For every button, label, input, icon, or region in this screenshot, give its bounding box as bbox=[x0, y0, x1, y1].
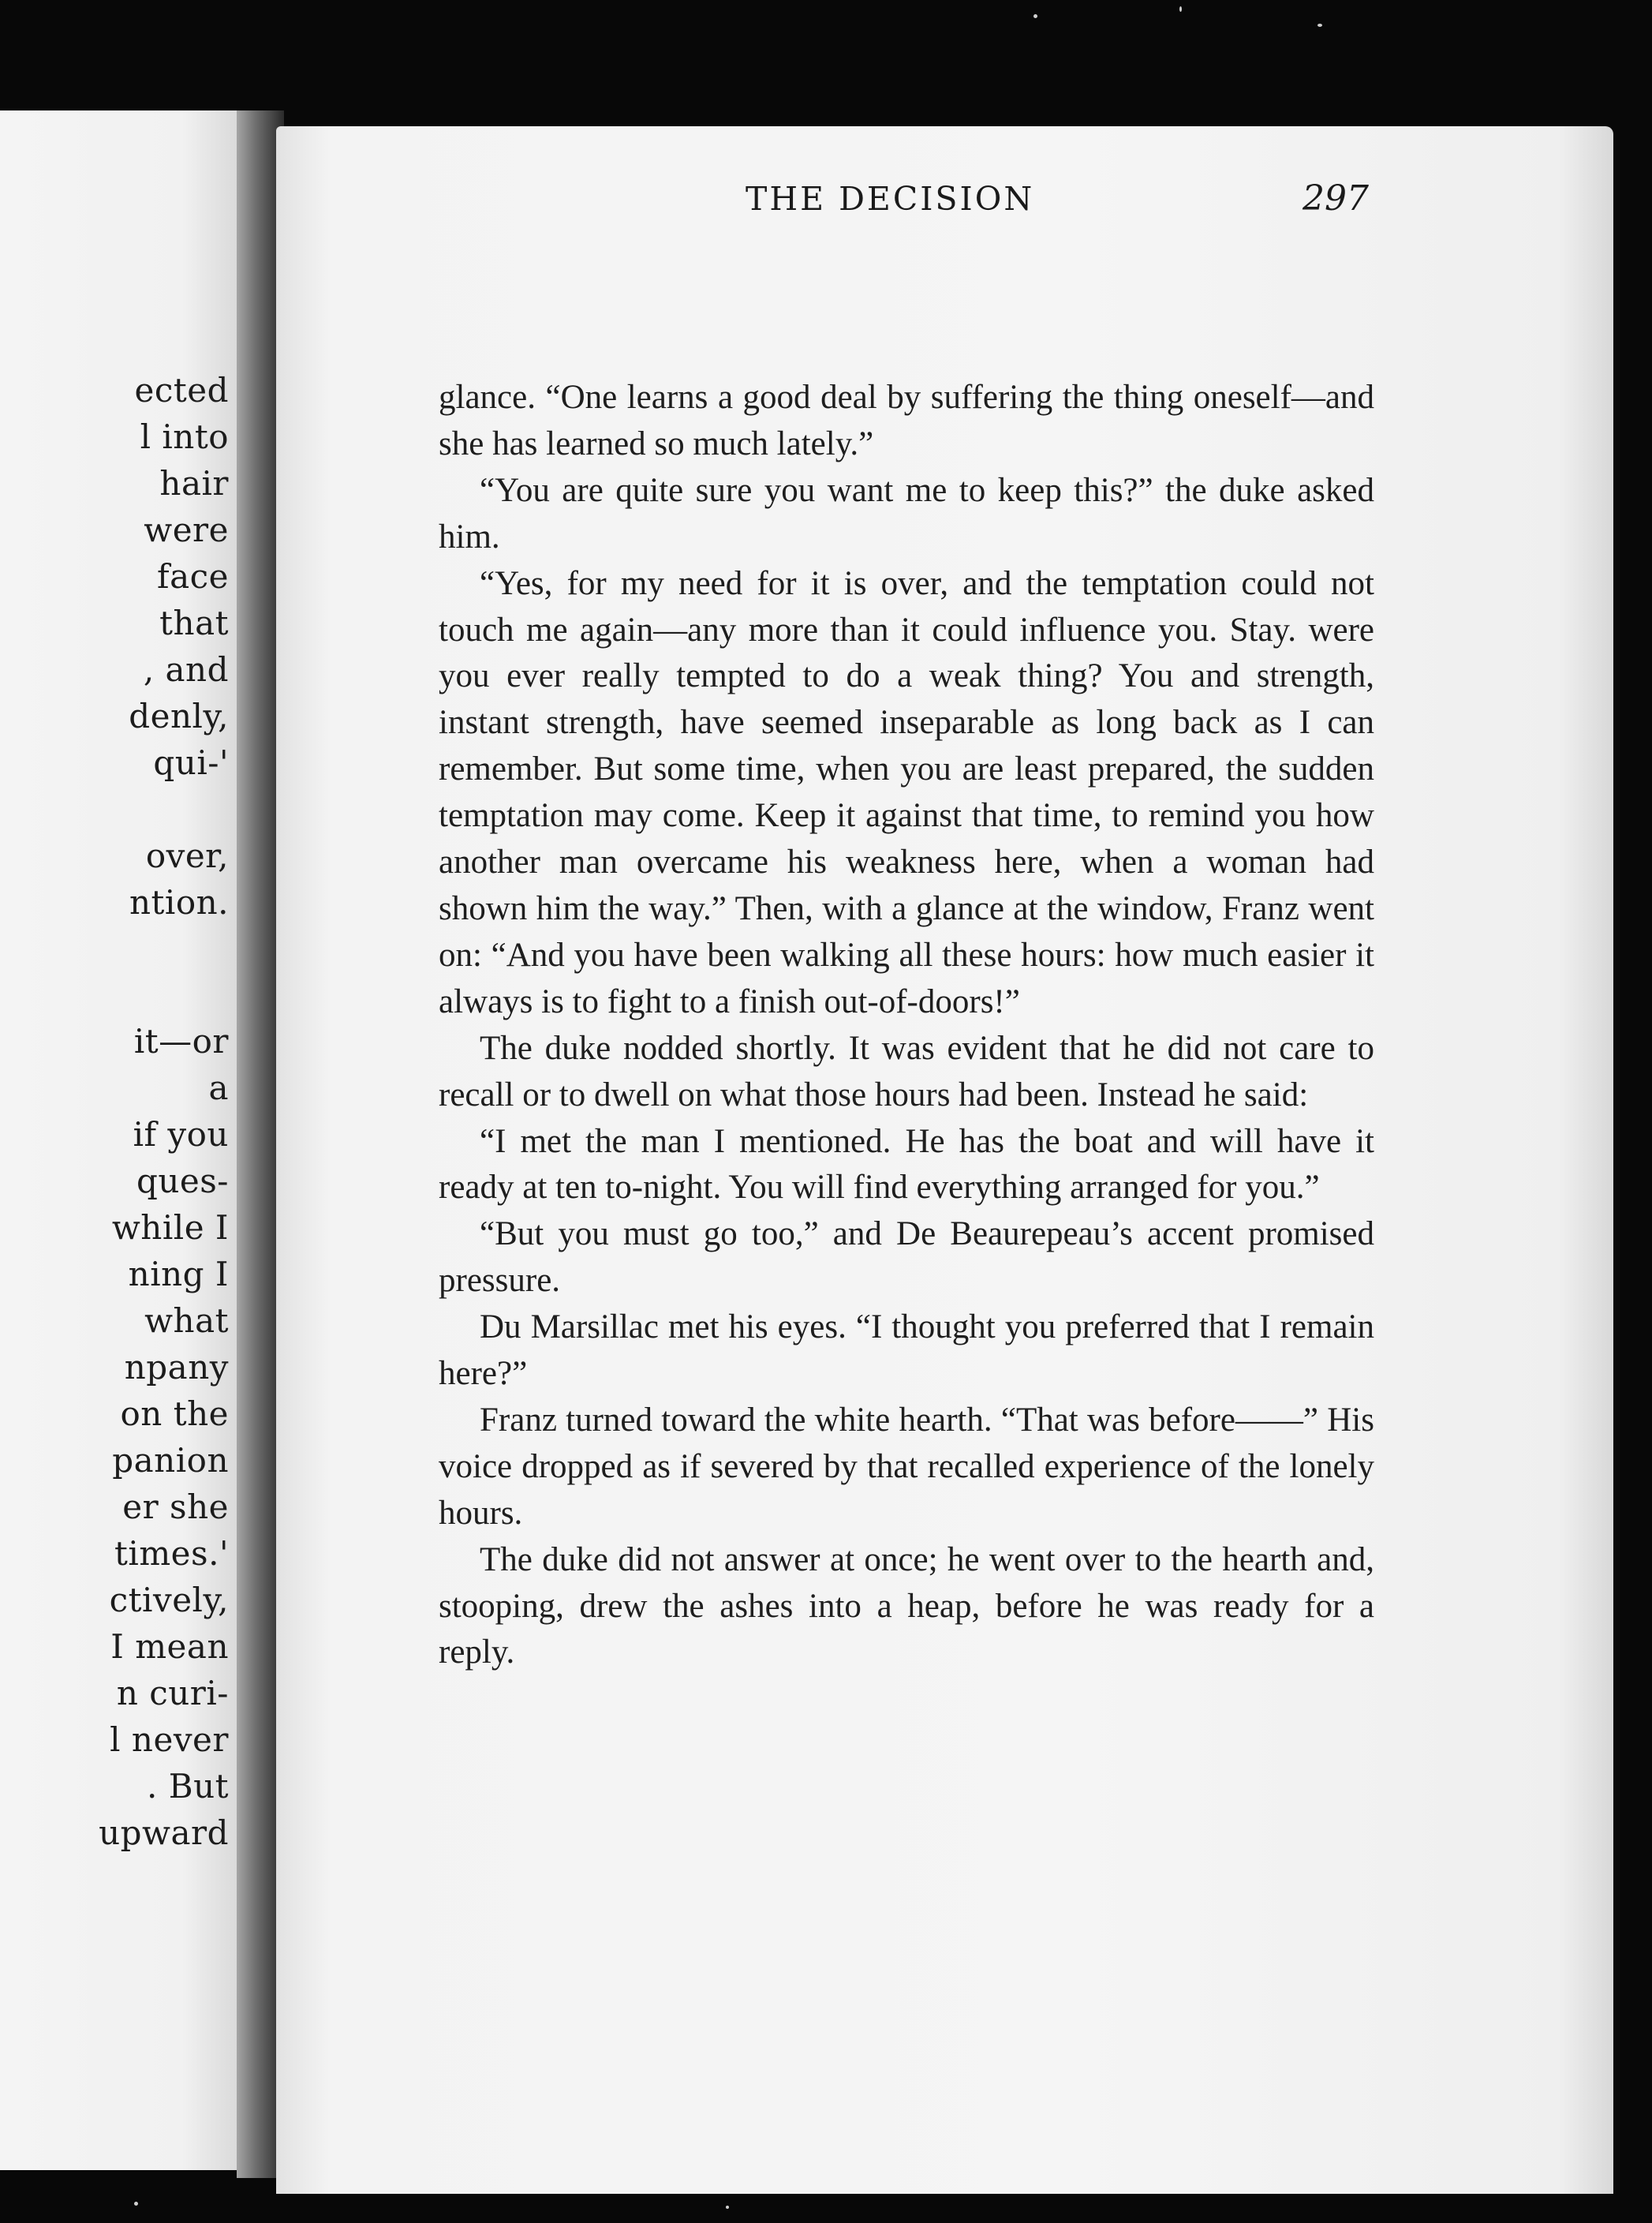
left-fragment-line: what bbox=[144, 1301, 229, 1340]
running-title: THE DECISION bbox=[746, 180, 1035, 218]
paragraph: “I met the man I mentioned. He has the boat and will have it ready at ten to-night. You will find everything arranged for you.” bbox=[439, 1122, 1374, 1207]
left-fragment-line: qui-' bbox=[153, 743, 229, 782]
scan-dust-speck bbox=[1317, 24, 1322, 27]
scan-dust-speck bbox=[1033, 14, 1037, 18]
left-fragment-line: face bbox=[157, 557, 229, 596]
page-body-text bbox=[439, 375, 1374, 1676]
left-fragment-line: ntion. bbox=[129, 883, 229, 922]
paragraph: Franz turned toward the white hearth. “That was before——” His voice dropped as if severed by that recalled experience of the lonely hours. bbox=[439, 1401, 1374, 1532]
scan-dust-speck bbox=[1179, 6, 1182, 12]
page-number: 297 bbox=[1303, 178, 1369, 219]
scan-dust-speck bbox=[726, 2206, 729, 2209]
left-page-edge bbox=[0, 110, 260, 2170]
left-fragment-line: on the bbox=[120, 1394, 229, 1433]
left-fragment-line: it—or bbox=[133, 1022, 229, 1061]
running-head bbox=[465, 166, 1373, 221]
left-fragment-line: that bbox=[159, 604, 229, 642]
paragraph: glance. “One learns a good deal by suffering the thing oneself—and she has learned so much lately.” bbox=[439, 379, 1374, 462]
left-fragment-line: n curi- bbox=[116, 1674, 229, 1712]
left-fragment-line: hair bbox=[159, 464, 229, 503]
left-fragment-line: ected bbox=[134, 371, 229, 410]
paragraph: The duke nodded shortly. It was evident that he did not care to recall or to dwell on what those hours had been. Instead he said: bbox=[439, 1029, 1374, 1113]
left-fragment-line: denly, bbox=[129, 697, 229, 735]
left-fragment-line: panion bbox=[112, 1441, 229, 1480]
left-fragment-line: I mean bbox=[110, 1627, 229, 1666]
paragraph: “But you must go too,” and De Beaurepeau’s accent promised pressure. bbox=[439, 1215, 1374, 1300]
left-fragment-line: ning I bbox=[128, 1255, 229, 1293]
left-fragment-line: while I bbox=[111, 1208, 229, 1247]
left-fragment-line: , and bbox=[143, 650, 229, 689]
left-fragment-line: . But bbox=[147, 1767, 229, 1806]
left-fragment-line: l into bbox=[140, 417, 229, 456]
paragraph: “You are quite sure you want me to keep this?” the duke asked him. bbox=[439, 471, 1374, 556]
left-fragment-line: l never bbox=[110, 1720, 229, 1759]
paragraph: Du Marsillac met his eyes. “I thought you preferred that I remain here?” bbox=[439, 1308, 1374, 1393]
left-fragment-line: if you bbox=[133, 1115, 229, 1154]
scan-dust-speck bbox=[134, 2202, 138, 2206]
left-fragment-line: over, bbox=[145, 836, 229, 875]
left-fragment-line: upward bbox=[99, 1813, 229, 1852]
left-fragment-line: a bbox=[208, 1068, 229, 1107]
paragraph: The duke did not answer at once; he went over to the hearth and, stooping, drew the ashes into a heap, before he was ready for a reply. bbox=[439, 1540, 1374, 1671]
left-fragment-line: npany bbox=[124, 1348, 229, 1387]
left-fragment-line: were bbox=[144, 511, 229, 549]
paragraph: “Yes, for my need for it is over, and the temptation could not touch me again—any more than it could influence you. Stay. were you ever really tempted to do a weak thing? You and strength, instant strength, have seemed inseparable as long back as I can remember. But some time, when you are least prepared, the sudden temptation may come. Keep it against that time, to remind you how another man overcame his weakness here, when a woman had shown him the way.” Then, with a glance at the window, Franz went on: “And you have been walking all these hours: how much easier it always is to fight to a finish out-of-doors!” bbox=[439, 564, 1374, 1020]
left-fragment-line: er she bbox=[122, 1488, 229, 1526]
left-fragment-line: times.' bbox=[114, 1534, 229, 1573]
left-fragment-line: ctively, bbox=[109, 1581, 229, 1619]
left-fragment-line: ques- bbox=[136, 1162, 229, 1200]
